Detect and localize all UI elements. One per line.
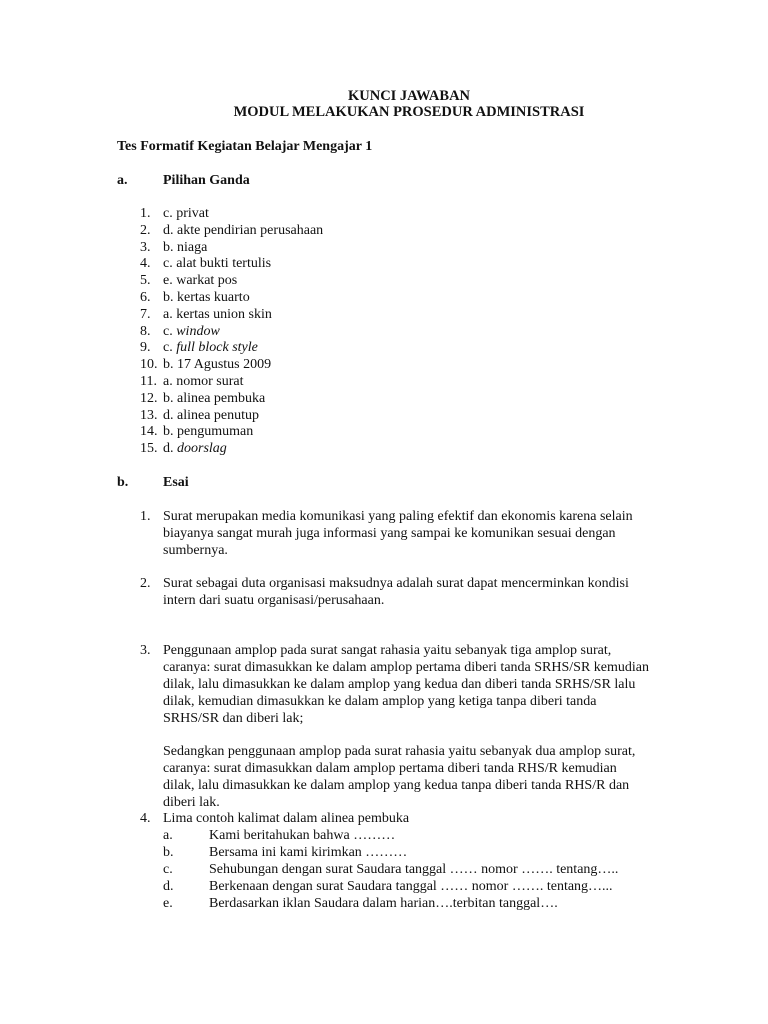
section-label: Esai — [163, 475, 189, 490]
item-number: 15. — [140, 441, 158, 457]
sub-letter: c. — [163, 862, 173, 877]
answer-line: sumbernya. — [163, 543, 228, 558]
answer-text: c. privat — [163, 206, 209, 221]
answer-text: b. alinea pembuka — [163, 390, 266, 406]
answer-text: b. pengumuman — [163, 424, 254, 440]
essay-answer — [163, 642, 723, 727]
sub-letter: d. — [163, 879, 174, 894]
answer-text: d. akte pendirian perusahaan — [163, 222, 324, 238]
section-letter: a. — [117, 173, 128, 188]
item-number: 13. — [140, 407, 158, 423]
answer-text — [163, 323, 220, 340]
sub-text: Kami beritahukan bahwa ……… — [209, 828, 396, 843]
answer-text — [163, 339, 258, 356]
sub-text: Berdasarkan iklan Saudara dalam harian….terbitan tanggal…. — [209, 896, 558, 911]
answer-line: Penggunaan amplop pada surat sangat rahasia yaitu sebanyak tiga amplop surat, — [163, 643, 612, 658]
answer-line: caranya: surat dimasukkan ke dalam amplop pertama diberi tanda SRHS/SR kemudian — [163, 660, 649, 675]
answer-line: diberi lak. — [163, 795, 220, 810]
item-number: 12. — [140, 390, 158, 406]
item-number: 1. — [140, 509, 151, 524]
sub-text: Berkenaan dengan surat Saudara tanggal …… nomor ……. tentang…... — [209, 879, 613, 894]
answer-text: e. warkat pos — [163, 273, 238, 289]
answer-italic: doorslag — [177, 441, 227, 457]
item-number: 10. — [140, 357, 158, 373]
item-number: 4. — [140, 811, 151, 826]
document-title: KUNCI JAWABAN — [347, 88, 471, 104]
answer-line: Lima contoh kalimat dalam alinea pembuka — [163, 811, 410, 826]
answer-line: Sedangkan penggunaan amplop pada surat rahasia yaitu sebanyak dua amplop surat, — [163, 744, 636, 759]
sub-text: Sehubungan dengan surat Saudara tanggal …… nomor ……. tentang….. — [209, 862, 619, 877]
answer-line: caranya: surat dimasukkan dalam amplop pertama diberi tanda RHS/R kemudian — [163, 761, 617, 776]
item-number: 2. — [140, 576, 151, 591]
section-letter: b. — [117, 475, 129, 490]
item-number: 6. — [140, 289, 151, 305]
item-number: 5. — [140, 273, 151, 289]
answer-prefix: c. — [163, 323, 177, 339]
sub-text: Bersama ini kami kirimkan ……… — [209, 845, 408, 860]
answer-text: c. alat bukti tertulis — [163, 256, 272, 272]
essay-answer — [163, 508, 723, 559]
answer-text: a. kertas union skin — [163, 306, 272, 322]
answer-text — [163, 440, 227, 457]
sub-letter: a. — [163, 828, 173, 843]
section-label: Pilihan Ganda — [163, 173, 250, 188]
answer-text: b. kertas kuarto — [163, 289, 250, 305]
item-number: 2. — [140, 222, 151, 238]
answer-line: dilak, kemudian dimasukkan ke dalam amplop yang ketiga tanpa diberi tanda — [163, 694, 597, 709]
answer-line: dilak, lalu dimasukkan ke dalam amplop yang kedua tanpa diberi tanda RHS/R dan — [163, 778, 630, 793]
answer-line: SRHS/SR dan diberi lak; — [163, 711, 304, 726]
answer-italic: full block style — [176, 340, 258, 356]
answer-text: d. alinea penutup — [163, 407, 260, 423]
item-number: 14. — [140, 424, 158, 440]
answer-text: a. nomor surat — [163, 373, 244, 389]
answer-italic: window — [176, 323, 220, 339]
item-number: 8. — [140, 323, 151, 339]
test-heading: Tes Formatif Kegiatan Belajar Mengajar 1 — [117, 139, 373, 154]
essay-answer-continued — [163, 743, 723, 811]
answer-text: b. niaga — [163, 239, 208, 255]
document-subtitle: MODUL MELAKUKAN PROSEDUR ADMINISTRASI — [233, 104, 585, 120]
answer-line: Surat sebagai duta organisasi maksudnya adalah surat dapat mencerminkan kondisi — [163, 576, 629, 591]
item-number: 9. — [140, 340, 151, 356]
sub-letter: e. — [163, 896, 173, 911]
item-number: 11. — [140, 373, 157, 389]
answer-text: b. 17 Agustus 2009 — [163, 357, 272, 373]
item-number: 3. — [140, 239, 151, 255]
item-number: 1. — [140, 206, 151, 221]
answer-line: intern dari suatu organisasi/perusahaan. — [163, 593, 385, 608]
answer-prefix: d. — [163, 441, 177, 457]
essay-answer — [163, 575, 723, 609]
answer-line: biayanya sangat murah juga informasi yang sampai ke komunikan sesuai dengan — [163, 526, 616, 541]
sub-letter: b. — [163, 845, 174, 860]
essay-answer — [163, 810, 723, 827]
item-number: 7. — [140, 306, 151, 322]
item-number: 3. — [140, 643, 151, 658]
answer-line: Surat merupakan media komunikasi yang paling efektif dan ekonomis karena selain — [163, 509, 633, 524]
item-number: 4. — [140, 256, 151, 272]
answer-line: dilak, lalu dimasukkan ke dalam amplop yang kedua dan diberi tanda SRHS/SR lalu — [163, 677, 636, 692]
answer-prefix: c. — [163, 340, 177, 356]
